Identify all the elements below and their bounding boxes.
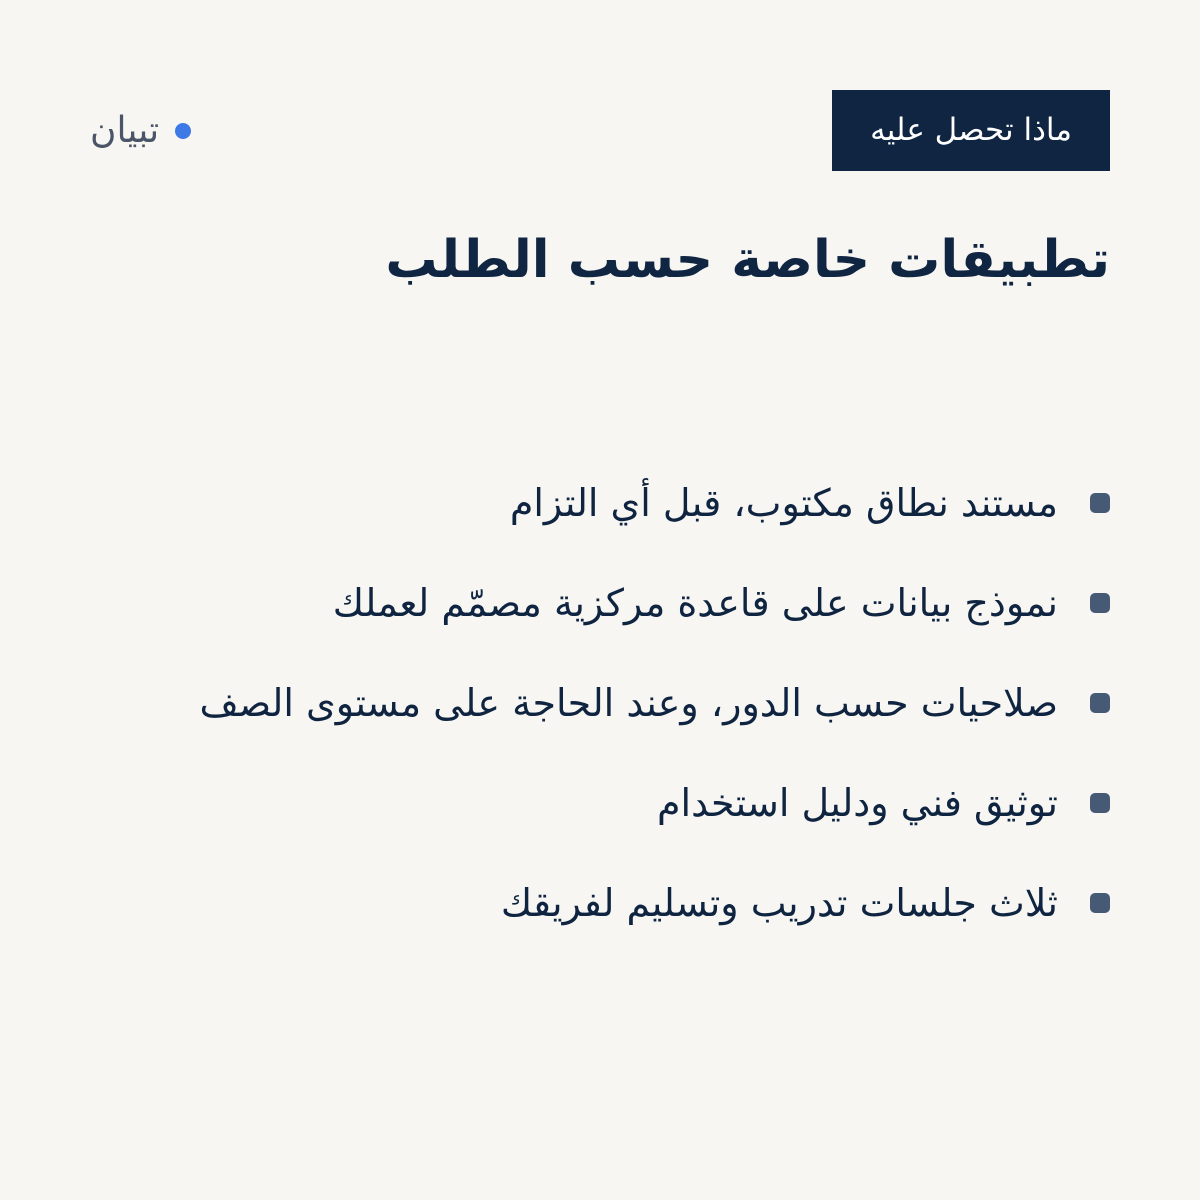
- brand-name: تبيان: [90, 110, 160, 151]
- list-item: [199, 670, 1110, 736]
- feature-text: توثيق فني ودليل استخدام: [656, 781, 1058, 825]
- bullet-icon: [1090, 593, 1110, 613]
- bullet-icon: [1090, 793, 1110, 813]
- list-item: [199, 770, 1110, 836]
- bullet-icon: [1090, 893, 1110, 913]
- section-badge: ماذا تحصل عليه: [832, 90, 1110, 171]
- feature-text: مستند نطاق مكتوب، قبل أي التزام: [509, 481, 1058, 525]
- list-item: [199, 870, 1110, 936]
- brand-dot-icon: [175, 123, 191, 139]
- feature-text: صلاحيات حسب الدور، وعند الحاجة على مستوى الصف: [199, 681, 1058, 725]
- list-item: [199, 570, 1110, 636]
- feature-text: ثلاث جلسات تدريب وتسليم لفريقك: [500, 881, 1058, 925]
- brand: [90, 106, 191, 156]
- bullet-icon: [1090, 493, 1110, 513]
- bullet-icon: [1090, 693, 1110, 713]
- page-title: تطبيقات خاصة حسب الطلب: [385, 230, 1110, 290]
- list-item: [199, 470, 1110, 536]
- feature-text: نموذج بيانات على قاعدة مركزية مصمّم لعملك: [332, 581, 1058, 625]
- feature-list: [199, 470, 1110, 970]
